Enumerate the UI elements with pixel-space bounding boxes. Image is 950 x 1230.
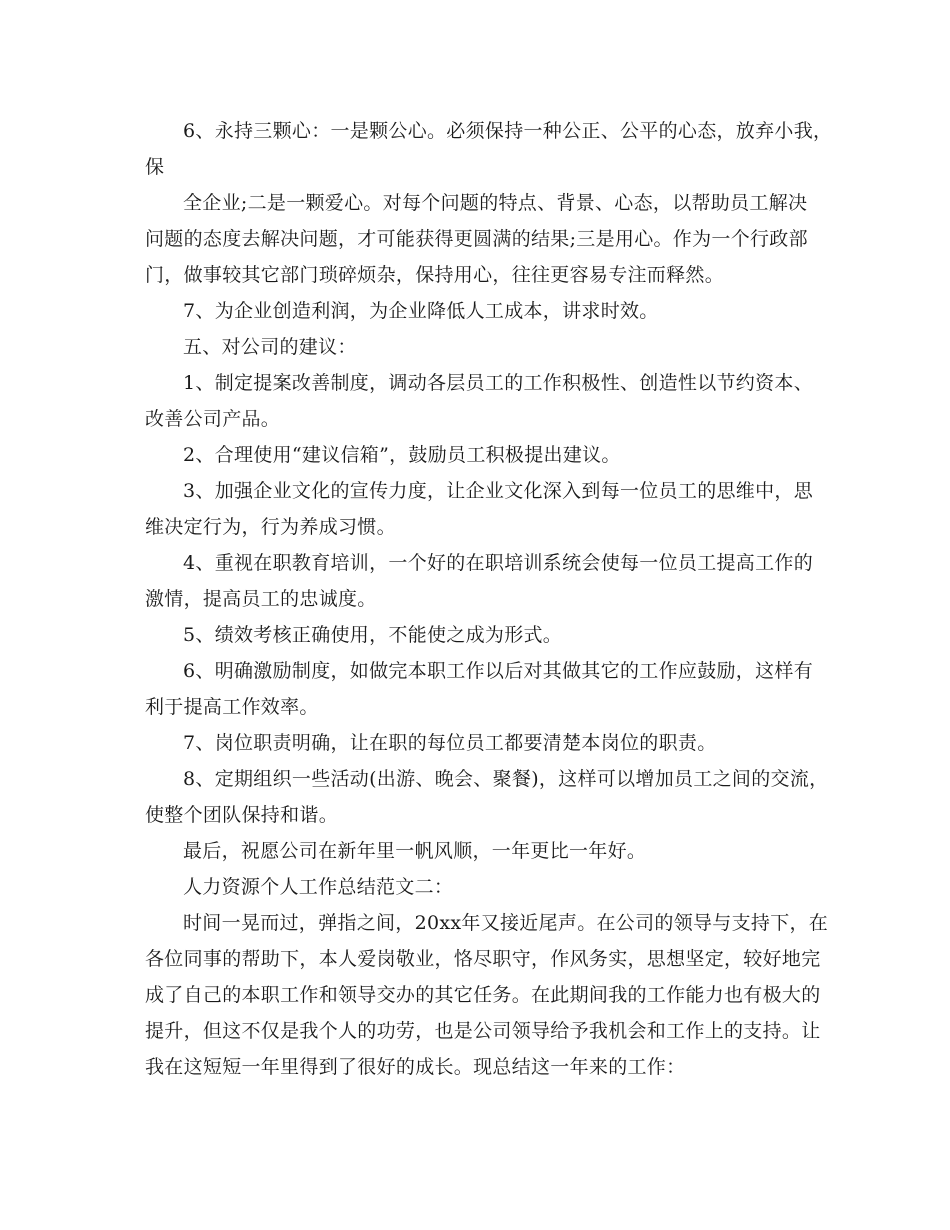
text-line: 利于提高工作效率。 [145,696,319,718]
text-line: 6、永持三颗心：一是颗公心。必须保持一种公正、公平的心态，放弃小我， [183,120,833,142]
text-line: 使整个团队保持和谐。 [145,804,339,826]
text-line: 门，做事较其它部门琐碎烦杂，保持用心，往往更容易专注而释然。 [145,264,725,286]
text-line: 4、重视在职教育培训，一个好的在职培训系统会使每一位员工提高工作的 [183,552,813,574]
text-line: 3、加强企业文化的宣传力度，让企业文化深入到每一位员工的思维中，思 [183,480,813,502]
text-line: 7、岗位职责明确，让在职的每位员工都要清楚本岗位的职责。 [183,732,717,754]
text-line: 我在这短短一年里得到了很好的成长。现总结这一年来的工作： [145,1056,686,1078]
text-line: 维决定行为，行为养成习惯。 [145,516,396,538]
text-line: 6、明确激励制度，如做完本职工作以后对其做其它的工作应鼓励，这样有 [183,660,813,682]
text-line: 全企业;二是一颗爱心。对每个问题的特点、背景、心态，以帮助员工解决 [183,192,808,214]
text-line: 8、定期组织一些活动(出游、晚会、聚餐)，这样可以增加员工之间的交流， [183,768,829,790]
text-line: 7、为企业创造利润，为企业降低人工成本，讲求时效。 [183,300,659,322]
text-line: 改善公司产品。 [145,408,281,430]
text-line: 保 [145,156,165,178]
text-line: 1、制定提案改善制度，调动各层员工的工作积极性、创造性以节约资本、 [183,372,813,394]
text-line: 时间一晃而过，弹指之间，20xx年又接近尾声。在公司的领导与支持下，在 [183,912,829,934]
text-line: 5、绩效考核正确使用，不能使之成为形式。 [183,624,563,646]
text-line: 最后，祝愿公司在新年里一帆风顺，一年更比一年好。 [183,840,647,862]
text-line: 激情，提高员工的忠诚度。 [145,588,377,610]
text-line: 提升，但这不仅是我个人的功劳，也是公司领导给予我机会和工作上的支持。让 [145,1020,821,1042]
text-line: 成了自己的本职工作和领导交办的其它任务。在此期间我的工作能力也有极大的 [145,984,821,1006]
text-line: 2、合理使用“建议信箱”，鼓励员工积极提出建议。 [183,444,621,466]
text-line: 问题的态度去解决问题，才可能获得更圆满的结果;三是用心。作为一个行政部 [145,228,808,250]
section-heading: 人力资源个人工作总结范文二： [183,876,454,898]
text-line: 各位同事的帮助下，本人爱岗敬业，恪尽职守，作风务实，思想坚定，较好地完 [145,948,821,970]
section-heading: 五、对公司的建议： [183,336,357,358]
